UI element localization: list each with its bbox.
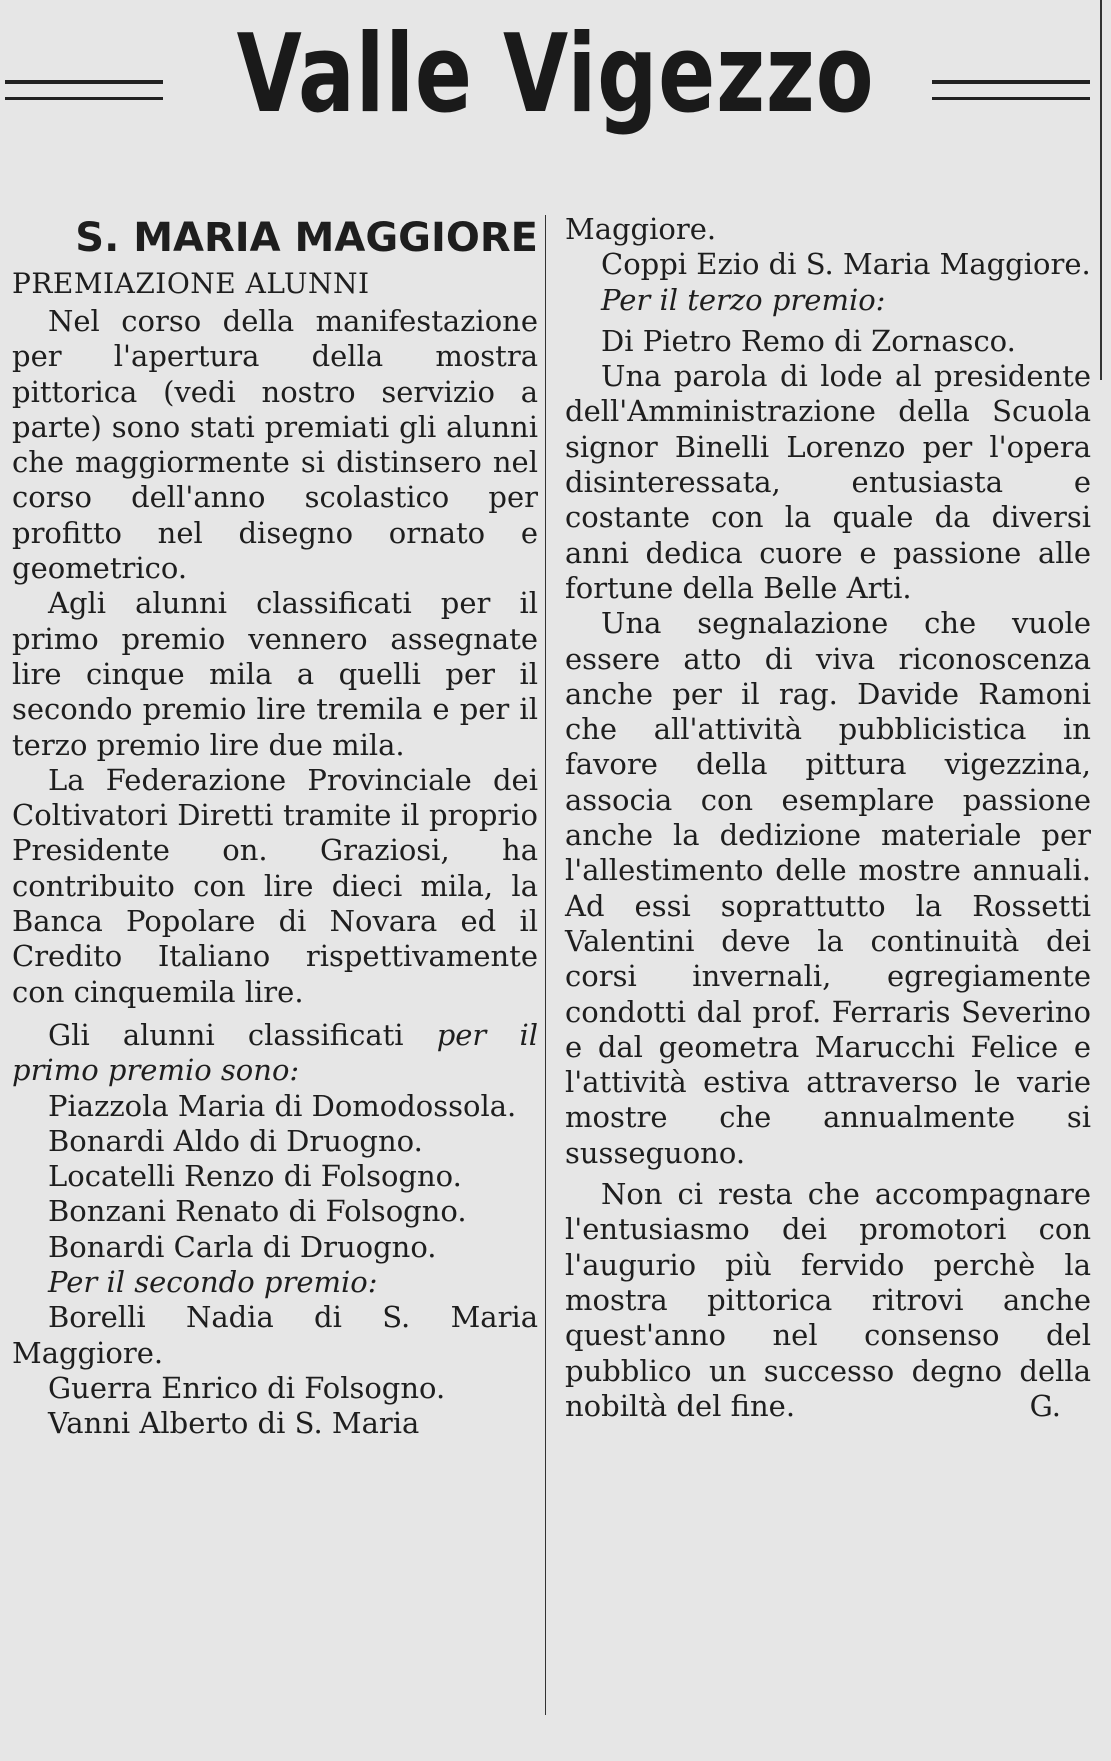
paragraph: Una parola di lode al presidente dell'Amministrazione della Scuola signor Binelli Lorenzo per l'opera disinteressata, entusiasta e costante con la quale da diversi anni dedica cuore e passione alle fortune della Belle Arti.: [565, 359, 1091, 605]
winner-entry: Bonardi Aldo di Druogno.: [48, 1123, 423, 1158]
winner-entry: Di Pietro Remo di Zornasco.: [601, 323, 1016, 358]
paragraph: La Federazione Provinciale dei Coltivatori Diretti tramite il proprio Presidente on. Graziosi, ha contribuito con lire dieci mila, la Banca Popolare di Novara ed il Credito Italiano rispettivamente con cinquemila lire.: [12, 762, 538, 1009]
author-signature: G.: [1029, 1388, 1061, 1423]
section-title: Valle Vigezzo: [236, 12, 875, 137]
winner-entry: Vanni Alberto di S. Maria: [48, 1406, 420, 1441]
winner-entry: Bonardi Carla di Druogno.: [48, 1229, 437, 1264]
left-column: [12, 212, 538, 1442]
winner-entry: Guerra Enrico di Folsogno.: [48, 1370, 446, 1405]
first-prize-intro-italic: per il primo premio sono:: [12, 1017, 538, 1088]
closing-text: Non ci resta che accompagnare l'entusiasmo dei promotori con l'augurio più fervido perchè la mostra pittorica ritrovi anche quest'anno nel consenso del pubblico un successo degno della nobiltà del fine.: [565, 1177, 1091, 1423]
page-border-right: [1100, 0, 1102, 380]
right-column: [565, 212, 1091, 1424]
column-divider: [545, 215, 546, 1715]
winner-entry-continued: Maggiore.: [565, 212, 717, 246]
winner-entry: Bonzani Renato di Folsogno.: [48, 1194, 467, 1229]
third-prize-heading: Per il terzo premio:: [601, 282, 886, 317]
winner-entry: Coppi Ezio di S. Maria Maggiore.: [601, 247, 1091, 282]
winner-entry: Locatelli Renzo di Folsogno.: [48, 1159, 462, 1194]
paragraph: Agli alunni classificati per il primo premio vennero assegnate lire cinque mila a quelli per il secondo premio lire tremila e per il terzo premio lire due mila.: [12, 586, 538, 762]
winner-entry: Piazzola Maria di Domodossola.: [48, 1088, 517, 1123]
article-subtitle: PREMIAZIONE ALUNNI: [12, 267, 370, 300]
paragraph: [565, 1177, 1091, 1424]
first-prize-intro: [12, 1018, 538, 1089]
winner-entry: Borelli Nadia di S. Maria Maggiore.: [12, 1300, 538, 1370]
paragraph: Nel corso della manifestazione per l'apertura della mostra pittorica (vedi nostro servizio a parte) sono stati premiati gli alunni che maggiormente si distinsero nel corso dell'anno scolastico per profitto nel disegno ornato e geometrico.: [12, 304, 538, 586]
second-prize-heading: Per il secondo premio:: [48, 1265, 378, 1300]
first-prize-intro-text: Gli alunni classificati: [48, 1017, 437, 1052]
article-headline: S. MARIA MAGGIORE: [75, 215, 538, 261]
paragraph: Una segnalazione che vuole essere atto di viva riconoscenza anche per il rag. Davide Ramoni che all'attività pubblicistica in favore della pittura vigezzina, associa con esemplare passione anche la dedizione materiale per l'allestimento delle mostre annuali. Ad essi soprattutto la Rossetti Valentini deve la continuità dei corsi invernali, egregiamente condotti dal prof. Ferraris Severino e dal geometra Marucchi Felice e l'attività estiva attraverso le varie mostre che annualmente si susseguono.: [565, 606, 1091, 1170]
